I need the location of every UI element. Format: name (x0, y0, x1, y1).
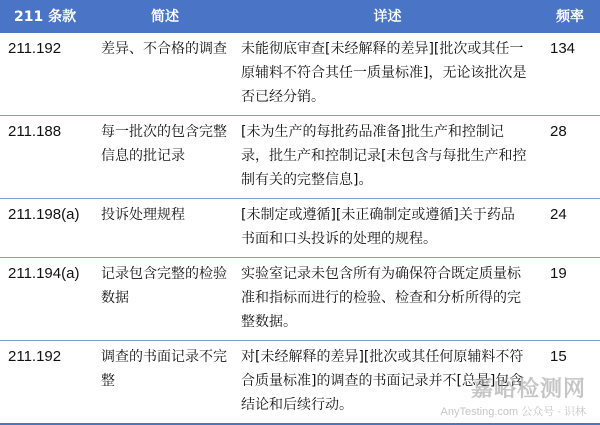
cell-frequency: 24 (540, 199, 600, 258)
header-row (0, 0, 600, 33)
cell-detail: [未制定或遵循][未正确制定或遵循]关于药品书面和口头投诉的处理的规程。 (235, 199, 540, 258)
cell-detail: 对[未经解释的差异][批次或其任何原辅料不符合质量标准]的调查的书面记录并不[总是]包含结论和后续行动。 (235, 341, 540, 425)
cell-summary: 记录包含完整的检验数据 (95, 258, 235, 341)
table-body (0, 33, 600, 425)
cell-frequency: 134 (540, 33, 600, 116)
table-row (0, 116, 600, 199)
header-code: 211 条款 (0, 0, 95, 33)
table-row (0, 33, 600, 116)
table-row (0, 341, 600, 425)
header-frequency: 频率 (540, 0, 600, 33)
cell-code: 211.192 (0, 33, 95, 116)
header-summary: 简述 (95, 0, 235, 33)
cell-frequency: 19 (540, 258, 600, 341)
table-row (0, 199, 600, 258)
cell-summary: 差异、不合格的调查 (95, 33, 235, 116)
cell-code: 211.192 (0, 341, 95, 425)
cell-frequency: 15 (540, 341, 600, 425)
cell-detail: [未为生产的每批药品准备]批生产和控制记录，批生产和控制记录[未包含与每批生产和控制有关的完整信息]。 (235, 116, 540, 199)
cell-code: 211.198(a) (0, 199, 95, 258)
table-row (0, 258, 600, 341)
cell-summary: 每一批次的包含完整信息的批记录 (95, 116, 235, 199)
watermark-subtext: AnyTesting.com 公众号 · 识林 (440, 406, 586, 418)
cell-code: 211.194(a) (0, 258, 95, 341)
cell-frequency: 28 (540, 116, 600, 199)
cell-detail: 未能彻底审查[未经解释的差异][批次或其任一原辅料不符合其任一质量标准]，无论该批次是否已经分销。 (235, 33, 540, 116)
watermark-logo: 嘉峪检测网 (470, 377, 586, 402)
table-header (0, 0, 600, 33)
cell-summary: 投诉处理规程 (95, 199, 235, 258)
header-detail: 详述 (235, 0, 540, 33)
cell-summary: 调查的书面记录不完整 (95, 341, 235, 425)
cell-detail: 实验室记录未包含所有为确保符合既定质量标准和指标而进行的检验、检查和分析所得的完整数据。 (235, 258, 540, 341)
cell-code: 211.188 (0, 116, 95, 199)
